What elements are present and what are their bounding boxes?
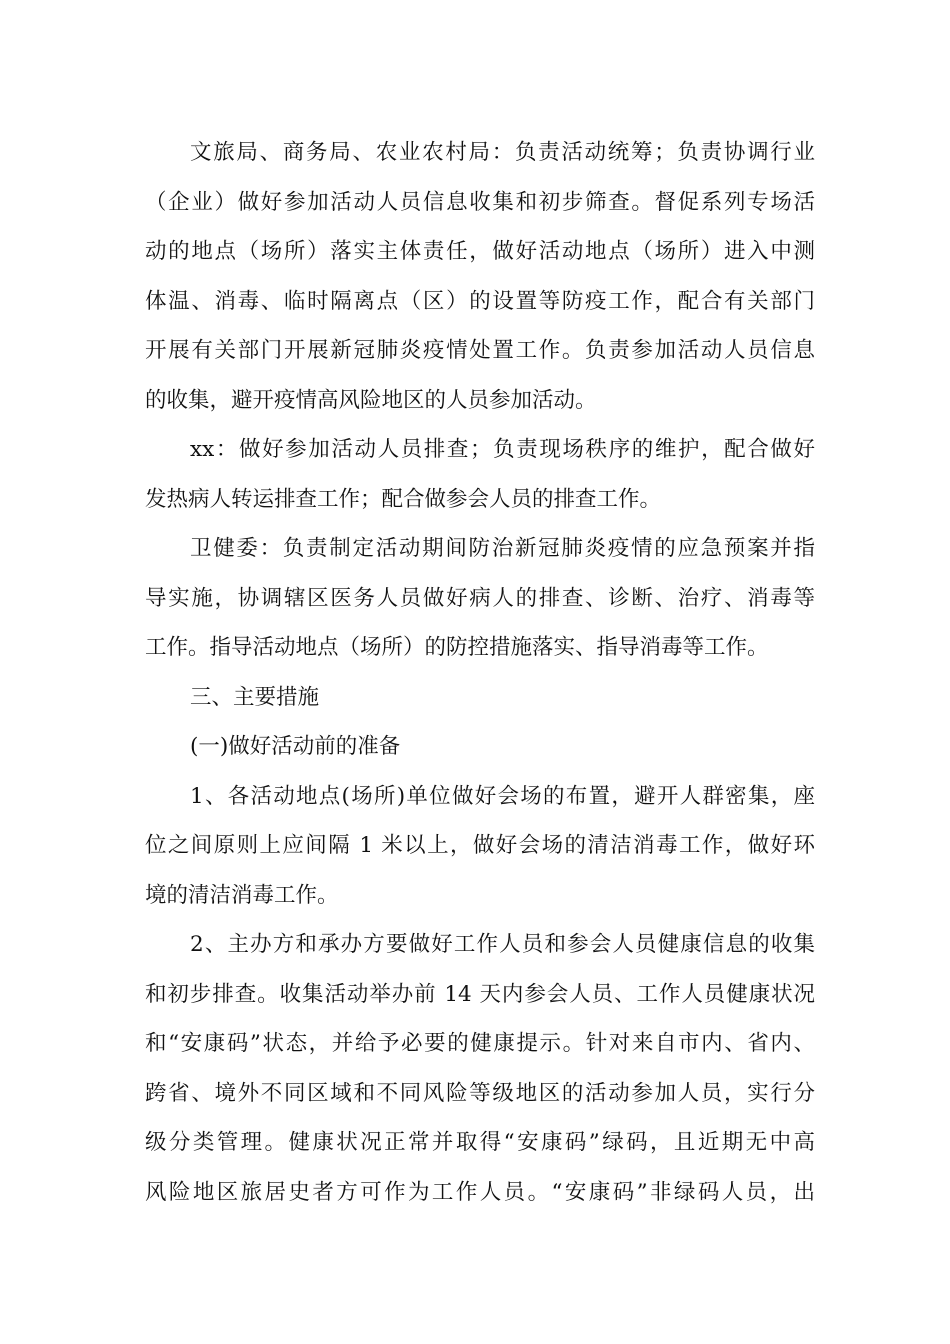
- paragraph-line: 开展有关部门开展新冠肺炎疫情处置工作。负责参加活动人员信息: [145, 338, 815, 363]
- paragraph-line: 跨省、境外不同区域和不同风险等级地区的活动参加人员，实行分: [145, 1080, 815, 1106]
- paragraph-line: xx：做好参加活动人员排查；负责现场秩序的维护，配合做好: [190, 437, 815, 462]
- paragraph-line: 发热病人转运排查工作；配合做参会人员的排查工作。: [145, 486, 662, 512]
- paragraph-line: 1、各活动地点(场所)单位做好会场的布置，避开人群密集，座: [190, 783, 815, 809]
- paragraph-line: 位之间原则上应间隔 1 米以上，做好会场的清洁消毒工作，做好环: [145, 833, 815, 858]
- paragraph-line: 级分类管理。健康状况正常并取得“安康码”绿码，且近期无中高: [145, 1130, 815, 1155]
- paragraph-line: 文旅局、商务局、农业农村局：负责活动统筹；负责协调行业: [190, 140, 815, 165]
- paragraph-line: 体温、消毒、临时隔离点（区）的设置等防疫工作，配合有关部门: [145, 288, 815, 314]
- section-heading: 三、主要措施: [190, 684, 320, 710]
- paragraph-line: 卫健委：负责制定活动期间防治新冠肺炎疫情的应急预案并指: [190, 536, 815, 561]
- paragraph-line: （企业）做好参加活动人员信息收集和初步筛查。督促系列专场活: [145, 189, 815, 215]
- paragraph-line: 的收集，避开疫情高风险地区的人员参加活动。: [145, 387, 597, 413]
- document-body: [145, 128, 815, 1217]
- paragraph-line: 境的清洁消毒工作。: [145, 882, 339, 908]
- subsection-heading: (一)做好活动前的准备: [190, 734, 401, 759]
- paragraph-line: 和“安康码”状态，并给予必要的健康提示。针对来自市内、省内、: [145, 1031, 815, 1056]
- paragraph-line: 和初步排查。收集活动举办前 14 天内参会人员、工作人员健康状况: [145, 981, 815, 1007]
- paragraph-line: 工作。指导活动地点（场所）的防控措施落实、指导消毒等工作。: [145, 635, 769, 660]
- paragraph-line: 2、主办方和承办方要做好工作人员和参会人员健康信息的收集: [190, 932, 815, 957]
- paragraph-line: 动的地点（场所）落实主体责任，做好活动地点（场所）进入中测: [145, 239, 815, 264]
- paragraph-line: 导实施，协调辖区医务人员做好病人的排查、诊断、治疗、消毒等: [145, 585, 815, 611]
- paragraph-line: 风险地区旅居史者方可作为工作人员。“安康码”非绿码人员，出: [145, 1179, 815, 1205]
